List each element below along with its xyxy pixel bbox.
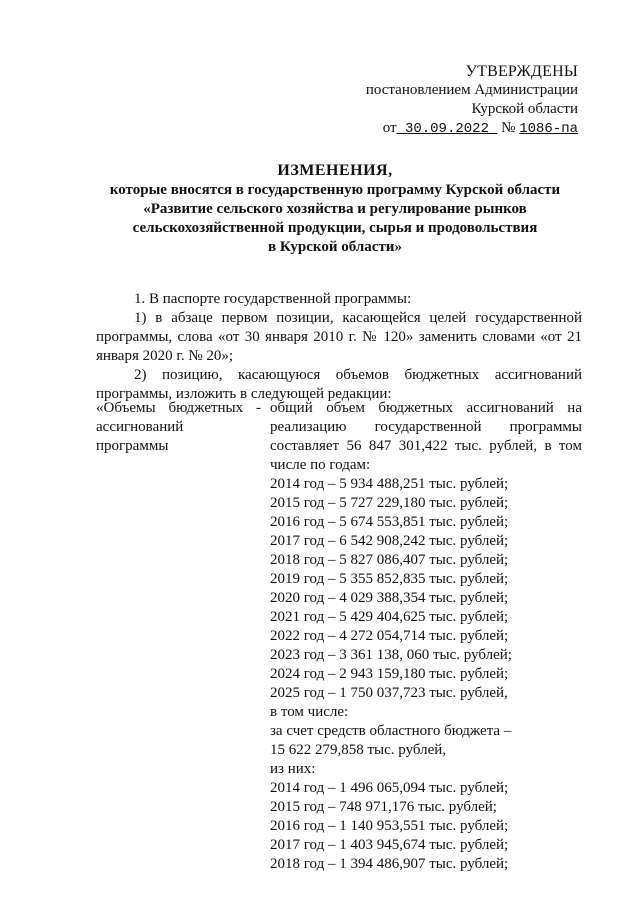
including-label: в том числе: [270,704,349,720]
year-regional-row: 2016 год – 1 140 953,551 тыс. рублей; [270,818,509,834]
intro-line-3: составляет 56 847 301,422 тыс. рублей, в том [270,438,582,454]
heading-line-1: которые вносятся в государственную программу Курской области [109,182,561,198]
document-heading [70,160,600,257]
year-regional-row: 2018 год – 1 394 486,907 тыс. рублей; [270,856,509,872]
paragraph-1: 1. В паспорте государственной программы: [134,291,412,307]
year-total-row: 2020 год – 4 029 388,354 тыс. рублей; [270,590,509,606]
paragraph-2: 1) в абзаце первом позиции, касающейся целей государственной программы, слова «от 30 января 2010 г. № 120» заменить словами «от 21 января 2020 г. № 20»; [96,310,582,364]
intro-line-4: числе по годам: [270,457,371,473]
heading-title: ИЗМЕНЕНИЯ, [277,162,393,179]
of-them-label: из них: [270,761,316,777]
year-regional-row: 2014 год – 1 496 065,094 тыс. рублей; [270,780,509,796]
year-total-row: 2025 год – 1 750 037,723 тыс. рублей, [270,685,508,701]
year-total-row: 2018 год – 5 827 086,407 тыс. рублей; [270,552,509,568]
year-total-row: 2015 год – 5 727 229,180 тыс. рублей; [270,495,509,511]
heading-line-4: в Курской области» [268,239,402,255]
year-regional-row: 2015 год – 748 971,176 тыс. рублей; [270,799,497,815]
approval-block [338,62,578,139]
year-total-row: 2017 год – 6 542 908,242 тыс. рублей; [270,533,509,549]
regional-budget-line-1: за счет средств областного бюджета – [270,723,512,739]
label-line-1: «Объемы бюджетных - [96,400,261,416]
heading-line-3: сельскохозяйственной продукции, сырья и продовольствия [132,220,538,236]
number-prefix: № [501,120,516,136]
year-total-row: 2022 год – 4 272 054,714 тыс. рублей; [270,628,509,644]
heading-line-2: «Развитие сельского хозяйства и регулирование рынков [143,201,527,217]
approval-number: 1086-па [519,121,578,137]
intro-line-1: общий объем бюджетных ассигнований на [270,400,582,416]
year-total-row: 2023 год – 3 361 138, 060 тыс. рублей; [270,647,512,663]
approval-title: УТВЕРЖДЕНЫ [465,63,578,80]
approval-date-line [338,119,578,139]
approval-date: 30.09.2022 [404,121,489,137]
approval-line-1: постановлением Администрации [365,82,578,98]
year-total-row: 2019 год – 5 355 852,835 тыс. рублей; [270,571,509,587]
paragraph-3: 2) позицию, касающуюся объемов бюджетных ассигнований программы, изложить в следующей редакции: [96,367,582,402]
year-regional-row: 2017 год – 1 403 945,674 тыс. рублей; [270,837,509,853]
year-total-row: 2021 год – 5 429 404,625 тыс. рублей; [270,609,509,625]
budget-table-label [96,399,261,456]
year-total-row: 2014 год – 5 934 488,251 тыс. рублей; [270,476,509,492]
intro-line-2: реализацию государственной программы [270,419,582,435]
approval-line-2: Курской области [471,101,578,117]
document-body [96,290,582,404]
date-prefix: от [382,120,397,136]
regional-budget-line-2: 15 622 279,858 тыс. рублей, [270,742,447,758]
year-total-row: 2016 год – 5 674 553,851 тыс. рублей; [270,514,509,530]
label-line-2: ассигнований [96,419,184,435]
budget-table-value [270,399,582,874]
label-line-3: программы [96,438,169,454]
year-total-row: 2024 год – 2 943 159,180 тыс. рублей; [270,666,509,682]
